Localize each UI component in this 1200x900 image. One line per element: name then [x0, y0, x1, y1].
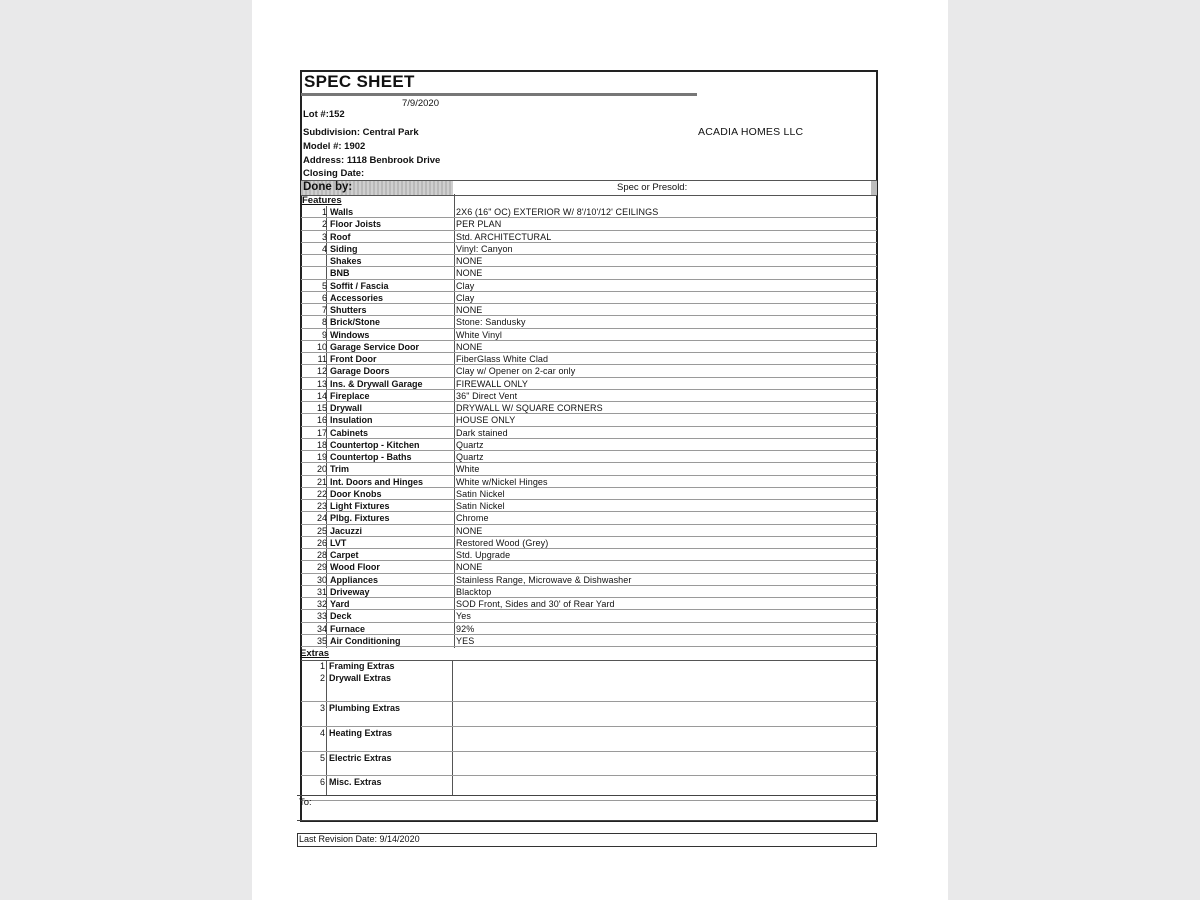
lot-number: Lot #:152 [303, 109, 345, 120]
extra-number: 2 [319, 673, 325, 683]
feature-number: 13 [316, 378, 327, 389]
feature-number: 7 [321, 305, 327, 315]
table-row [301, 341, 877, 353]
extra-number: 6 [319, 777, 325, 787]
feature-value: NONE [456, 268, 483, 279]
table-row [301, 451, 877, 463]
list-item [301, 660, 877, 672]
feature-number: 30 [316, 574, 327, 585]
feature-name: Garage Doors [330, 366, 390, 377]
feature-value: Quartz [456, 439, 484, 450]
feature-value: DRYWALL W/ SQUARE CORNERS [456, 403, 603, 413]
feature-number: 22 [316, 488, 327, 499]
features-heading: Features [302, 195, 342, 206]
extra-number: 5 [319, 753, 325, 763]
extra-number: 1 [319, 661, 325, 671]
feature-value: Stone: Sandusky [456, 317, 526, 328]
table-row [301, 231, 877, 243]
feature-number: 4 [321, 243, 327, 254]
feature-value: FIREWALL ONLY [456, 378, 528, 389]
extras-table [301, 660, 877, 801]
feature-number: 23 [316, 501, 327, 511]
feature-name: Ins. & Drywall Garage [330, 378, 423, 389]
feature-value: NONE [456, 305, 483, 315]
feature-number: 32 [316, 599, 327, 609]
table-row [301, 476, 877, 488]
feature-value: Blacktop [456, 586, 492, 597]
extra-name: Heating Extras [329, 728, 393, 738]
table-row [301, 390, 877, 402]
feature-value: 92% [456, 623, 475, 634]
feature-number: 35 [316, 635, 327, 646]
feature-name: Air Conditioning [330, 635, 401, 646]
feature-value: Clay [456, 292, 475, 303]
feature-value: Restored Wood (Grey) [456, 537, 549, 548]
feature-number: 1 [321, 207, 327, 217]
spec-or-presold-label: Spec or Presold: [617, 182, 688, 193]
feature-value: Std. Upgrade [456, 550, 511, 560]
feature-number: 9 [321, 329, 327, 340]
feature-name: Door Knobs [330, 488, 382, 499]
closing-date: Closing Date: [303, 168, 365, 179]
title-underline [301, 93, 697, 96]
table-row [301, 414, 877, 426]
page-title: SPEC SHEET [304, 72, 415, 91]
feature-number: 34 [316, 623, 327, 634]
list-item [301, 752, 877, 776]
feature-number: 5 [321, 280, 327, 291]
feature-number: 17 [316, 427, 327, 438]
table-row [301, 623, 877, 635]
feature-name: Wood Floor [330, 562, 380, 573]
feature-name: Shutters [330, 305, 367, 315]
feature-name: Siding [330, 243, 358, 254]
extra-name: Drywall Extras [329, 673, 392, 683]
table-row [301, 537, 877, 549]
feature-name: Windows [330, 329, 370, 340]
feature-number: 19 [316, 452, 327, 462]
feature-name: Walls [330, 207, 354, 217]
table-row [301, 353, 877, 365]
feature-number: 18 [316, 439, 327, 450]
table-row [301, 635, 877, 647]
extra-name: Electric Extras [329, 753, 392, 763]
feature-number: 25 [316, 525, 327, 536]
table-row [301, 329, 877, 341]
feature-value: White [456, 464, 480, 475]
feature-value: NONE [456, 256, 483, 266]
table-row [301, 488, 877, 500]
feature-number: 26 [316, 537, 327, 548]
table-row [301, 512, 877, 524]
feature-number: 3 [321, 231, 327, 242]
table-row [301, 304, 877, 316]
feature-value: Satin Nickel [456, 488, 505, 499]
feature-value: Clay [456, 280, 475, 291]
table-row [301, 402, 877, 414]
table-row [301, 525, 877, 537]
table-row [301, 280, 877, 292]
feature-number: 24 [316, 513, 327, 524]
table-row [301, 586, 877, 598]
extra-number: 3 [319, 703, 325, 713]
feature-value: Satin Nickel [456, 501, 505, 511]
feature-value: White Vinyl [456, 329, 502, 340]
to-field [297, 795, 877, 821]
feature-name: Carpet [330, 550, 359, 560]
feature-value: YES [456, 635, 475, 646]
table-row [301, 610, 877, 622]
table-row [301, 598, 877, 610]
table-row [301, 243, 877, 255]
feature-number: 11 [317, 354, 327, 364]
feature-value: SOD Front, Sides and 30' of Rear Yard [456, 599, 615, 609]
address: Address: 1118 Benbrook Drive [303, 155, 441, 166]
feature-name: Driveway [330, 586, 370, 597]
table-row [301, 378, 877, 390]
feature-number: 28 [316, 550, 327, 560]
feature-number: 33 [316, 611, 327, 622]
feature-number: 8 [321, 317, 327, 328]
feature-name: Soffit / Fascia [330, 280, 389, 291]
feature-number: 6 [321, 292, 327, 303]
feature-number: 14 [316, 390, 327, 401]
table-row [301, 218, 877, 230]
feature-name: Brick/Stone [330, 317, 381, 328]
feature-name: Front Door [330, 354, 377, 364]
feature-value: White w/Nickel Hinges [456, 476, 548, 487]
feature-number: 20 [316, 464, 327, 475]
table-row [301, 463, 877, 475]
feature-name: Jacuzzi [330, 525, 363, 536]
feature-name: Int. Doors and Hinges [330, 476, 424, 487]
feature-value: 2X6 (16" OC) EXTERIOR W/ 8'/10'/12' CEILINGS [456, 207, 659, 217]
table-row [301, 206, 877, 218]
table-row [301, 549, 877, 561]
to-label: To: [299, 797, 312, 808]
feature-name: Trim [330, 464, 350, 475]
sheet-date: 7/9/2020 [402, 98, 439, 109]
table-row [301, 439, 877, 451]
done-by-right-shade [871, 181, 877, 195]
company-name: ACADIA HOMES LLC [698, 126, 804, 138]
feature-number: 29 [316, 562, 327, 573]
feature-value: Clay w/ Opener on 2-car only [456, 366, 576, 377]
table-row [301, 316, 877, 328]
table-row [301, 500, 877, 512]
table-row [301, 427, 877, 439]
table-row [301, 365, 877, 377]
feature-name: Shakes [330, 256, 362, 266]
list-item [301, 702, 877, 727]
feature-number: 10 [316, 341, 327, 352]
feature-value: Vinyl: Canyon [456, 243, 513, 254]
feature-value: Yes [456, 611, 471, 622]
feature-name: Furnace [330, 623, 366, 634]
list-item [301, 672, 877, 702]
feature-value: FiberGlass White Clad [456, 354, 549, 364]
feature-value: PER PLAN [456, 219, 502, 230]
feature-name: Drywall [330, 403, 363, 413]
feature-value: Stainless Range, Microwave & Dishwasher [456, 574, 632, 585]
table-row [301, 255, 877, 267]
feature-name: BNB [330, 268, 350, 279]
feature-value: Quartz [456, 452, 484, 462]
done-by-label: Done by: [303, 181, 353, 193]
feature-name: Floor Joists [330, 219, 382, 230]
feature-number: 16 [316, 415, 327, 426]
table-row [301, 574, 877, 586]
feature-name: Fireplace [330, 390, 370, 401]
feature-name: Appliances [330, 574, 379, 585]
feature-value: Std. ARCHITECTURAL [456, 231, 552, 242]
feature-number: 15 [316, 403, 327, 413]
feature-name: Roof [330, 231, 351, 242]
last-revision-date: Last Revision Date: 9/14/2020 [299, 834, 420, 844]
list-item [301, 727, 877, 752]
revision-box [297, 833, 877, 847]
feature-name: Countertop - Kitchen [330, 439, 420, 450]
feature-name: Insulation [330, 415, 373, 426]
feature-name: Plbg. Fixtures [330, 513, 390, 524]
feature-value: HOUSE ONLY [456, 415, 516, 426]
feature-number: 21 [316, 476, 327, 487]
extra-name: Plumbing Extras [329, 703, 401, 713]
feature-value: Dark stained [456, 427, 508, 438]
table-row [301, 561, 877, 573]
feature-name: Deck [330, 611, 352, 622]
model-number: Model #: 1902 [303, 141, 366, 152]
feature-name: Countertop - Baths [330, 452, 412, 462]
feature-number: 12 [316, 366, 327, 377]
feature-name: Accessories [330, 292, 384, 303]
feature-name: Light Fixtures [330, 501, 390, 511]
feature-number: 2 [321, 219, 327, 230]
extra-name: Misc. Extras [329, 777, 382, 787]
features-table [301, 206, 877, 647]
feature-value: NONE [456, 525, 483, 536]
feature-value: NONE [456, 341, 483, 352]
feature-value: 36" Direct Vent [456, 390, 518, 401]
feature-name: Yard [330, 599, 350, 609]
done-by-row [301, 180, 877, 196]
table-row [301, 292, 877, 304]
feature-value: Chrome [456, 513, 489, 524]
feature-name: Cabinets [330, 427, 369, 438]
table-row [301, 267, 877, 279]
subdivision: Subdivision: Central Park [303, 127, 419, 138]
feature-name: LVT [330, 537, 347, 548]
extra-name: Framing Extras [329, 661, 395, 671]
feature-value: NONE [456, 562, 483, 573]
feature-name: Garage Service Door [330, 341, 420, 352]
feature-number: 31 [316, 586, 327, 597]
extra-number: 4 [319, 728, 325, 738]
extras-heading: Extras [300, 648, 330, 659]
